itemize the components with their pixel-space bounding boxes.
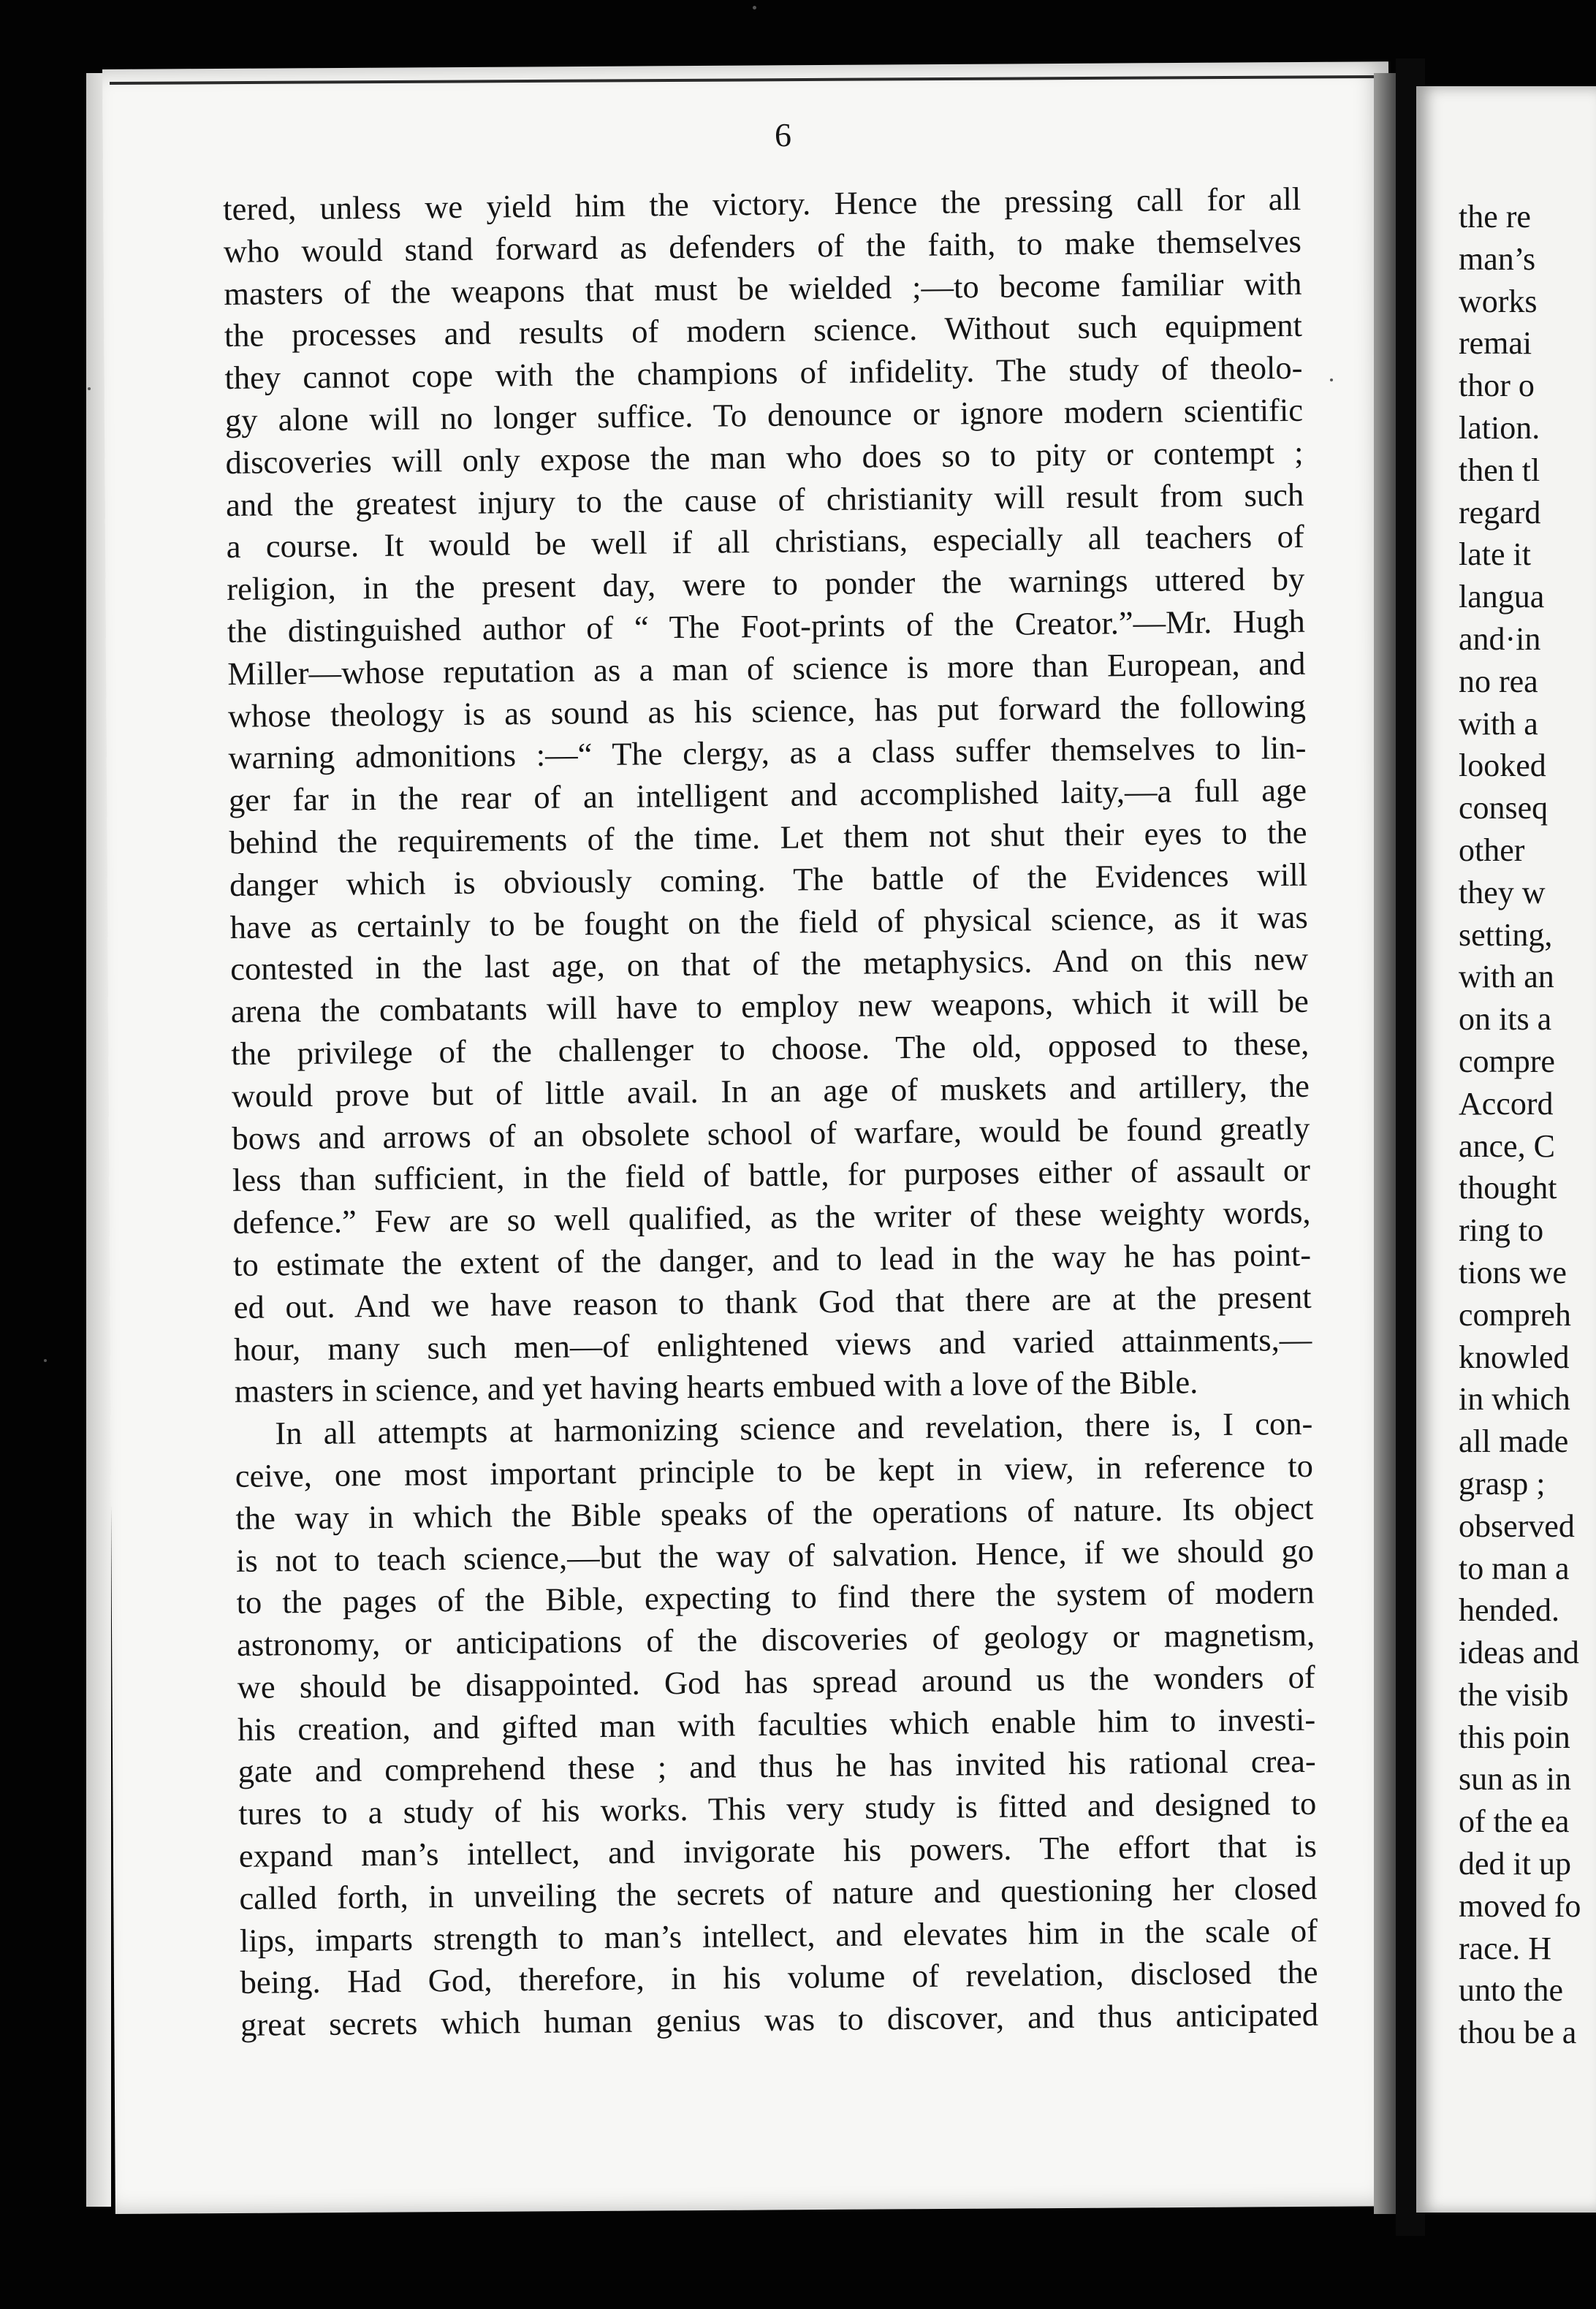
text-line: tures to a study of his works. This very study is fitted and designed to — [238, 1785, 1317, 1833]
text-line: ded it up — [1459, 1846, 1571, 1882]
text-line: tions we — [1459, 1254, 1567, 1290]
text-line: compreh — [1459, 1296, 1571, 1333]
text-line: they cannot cope with the champions of infidelity. The study of theolo- — [224, 349, 1303, 397]
text-line: warning admonitions :—“ The clergy, as a class suffer themselves to lin- — [228, 729, 1307, 777]
text-line: lation. — [1459, 409, 1540, 446]
text-line: Miller—whose reputation as a man of science is more than European, and — [227, 644, 1306, 692]
text-line: lips, imparts strength to man’s intellect, and elevates him in the scale of — [239, 1912, 1318, 1959]
text-line: gy alone will no longer suffice. To denounce or ignore modern scientific — [224, 391, 1304, 438]
text-line: whose theology is as sound as his science, has put forward the following — [227, 687, 1307, 734]
text-line: the way in which the Bible speaks of the operations of nature. Its object — [235, 1489, 1314, 1537]
scan-speck — [88, 387, 91, 390]
text-line: masters in science, and yet having hearts embued with a love of the Bible. — [234, 1363, 1198, 1410]
text-line: and·in — [1459, 620, 1541, 657]
text-line: religion, in the present day, were to ponder the warnings uttered by — [227, 560, 1305, 608]
text-line: hour, many such men—of enlightened views and varied attainments,— — [234, 1320, 1312, 1368]
text-line: on its a — [1459, 1001, 1552, 1038]
text-line: the visib — [1459, 1676, 1569, 1713]
text-line: hended. — [1459, 1592, 1560, 1629]
text-line: In all attempts at harmonizing science and revelation, there is, I con- — [275, 1404, 1313, 1452]
text-line: unto the — [1459, 1972, 1563, 2009]
right-page-fragment — [1416, 86, 1596, 2213]
text-line: thou be a — [1459, 2015, 1577, 2051]
text-line: defence.” Few are so well qualified, as the writer of these weighty words, — [232, 1193, 1311, 1241]
text-line: of the ea — [1459, 1803, 1570, 1840]
text-line: man’s — [1459, 240, 1536, 277]
text-line: great secrets which human genius was to discover, and thus anticipated — [240, 1996, 1319, 2044]
text-line: all made — [1459, 1423, 1569, 1460]
text-line: observed — [1459, 1507, 1575, 1544]
text-line: is not to teach science,—but the way of salvation. Hence, if we should go — [235, 1532, 1315, 1579]
text-line: arena the combatants will have to employ new weapons, which it will be — [230, 982, 1309, 1030]
text-line: langua — [1459, 579, 1545, 615]
text-line: discoveries will only expose the man who does so to pity or contempt ; — [225, 433, 1304, 481]
text-line: in which — [1459, 1381, 1570, 1418]
text-line: his creation, and gifted man with faculties which enable him to investi- — [238, 1700, 1316, 1748]
text-line: with a — [1459, 705, 1538, 742]
text-line: ideas and — [1459, 1635, 1579, 1671]
text-line: thor o — [1459, 368, 1535, 404]
text-line: ed out. And we have reason to thank God that there are at the present — [233, 1278, 1312, 1325]
left-page-body-text — [223, 178, 1318, 2047]
scan-speck — [753, 6, 756, 9]
text-line: they w — [1459, 874, 1546, 910]
text-line: works — [1459, 283, 1538, 319]
text-line: bows and arrows of an obsolete school of warfare, would be found greatly — [232, 1109, 1310, 1157]
text-line: less than sufficient, in the field of battle, for purposes either of assault or — [232, 1152, 1311, 1199]
text-line: this poin — [1459, 1719, 1570, 1755]
text-line: ring to — [1459, 1212, 1544, 1249]
text-line: the privilege of the challenger to choose. The old, opposed to these, — [231, 1024, 1310, 1072]
text-line: tered, unless we yield him the victory. Hence the pressing call for all — [223, 180, 1302, 227]
text-line: and the greatest injury to the cause of christianity will result from such — [225, 476, 1304, 523]
text-line: being. Had God, therefore, in his volume of revelation, disclosed the — [240, 1954, 1318, 2001]
text-line: thought — [1459, 1170, 1557, 1206]
text-line: remai — [1459, 325, 1532, 362]
text-line: regard — [1459, 494, 1541, 530]
text-line: to estimate the extent of the danger, and to lead in the way he has point- — [232, 1236, 1312, 1283]
text-line: contested in the last age, on that of the metaphysics. And on this new — [230, 940, 1309, 988]
text-line: have as certainly to be fought on the field of physical science, as it was — [229, 898, 1308, 946]
scan-speck — [44, 1359, 47, 1362]
text-line: compre — [1459, 1043, 1555, 1079]
text-line: the distinguished author of “ The Foot-prints of the Creator.”—Mr. Hugh — [227, 602, 1305, 650]
text-line: setting, — [1459, 916, 1553, 953]
text-line: Accord — [1459, 1085, 1554, 1122]
text-line: astronomy, or anticipations of the discoveries of geology or magnetism, — [236, 1616, 1315, 1664]
text-line: other — [1459, 832, 1525, 868]
text-line: knowled — [1459, 1339, 1570, 1375]
text-line: gate and comprehend these ; and thus he has invited his rational crea- — [238, 1743, 1316, 1790]
text-line: looked — [1459, 748, 1546, 784]
text-line: conseq — [1459, 790, 1548, 826]
text-line: called forth, in unveiling the secrets of nature and questioning her closed — [239, 1869, 1318, 1917]
text-line: grasp ; — [1459, 1465, 1546, 1502]
text-line: ger far in the rear of an intelligent and accomplished laity,—a full age — [228, 771, 1307, 819]
scan-speck — [1330, 379, 1333, 381]
text-line: sun as in — [1459, 1761, 1571, 1798]
text-line: behind the requirements of the time. Let them not shut their eyes to the — [229, 813, 1307, 861]
text-line: to man a — [1459, 1550, 1570, 1586]
text-line: moved fo — [1459, 1887, 1581, 1924]
page-number: 6 — [775, 116, 791, 153]
text-line: no rea — [1459, 663, 1538, 699]
text-line: race. H — [1459, 1930, 1552, 1966]
text-line: then tl — [1459, 452, 1540, 488]
text-line: danger which is obviously coming. The battle of the Evidences will — [229, 856, 1308, 903]
text-line: would prove but of little avail. In an age of muskets and artillery, the — [231, 1067, 1310, 1114]
text-line: late it — [1459, 536, 1531, 573]
text-line: a course. It would be well if all christians, especially all teachers of — [226, 518, 1304, 566]
text-line: to the pages of the Bible, expecting to find there the system of modern — [236, 1574, 1315, 1621]
text-line: the processes and results of modern science. Without such equipment — [224, 307, 1303, 354]
right-page-body-text — [1459, 196, 1581, 2054]
text-line: with an — [1459, 959, 1554, 995]
text-line: ance, C — [1459, 1127, 1555, 1164]
text-line: the re — [1459, 199, 1531, 235]
text-line: ceive, one most important principle to be kept in view, in reference to — [235, 1447, 1314, 1494]
text-line: masters of the weapons that must be wielded ;—to become familiar with — [224, 265, 1302, 312]
text-line: we should be disappointed. God has spread around us the wonders of — [237, 1658, 1315, 1705]
text-line: expand man’s intellect, and invigorate his powers. The effort that is — [238, 1827, 1318, 1874]
text-line: who would stand forward as defenders of the faith, to make themselves — [223, 222, 1302, 270]
